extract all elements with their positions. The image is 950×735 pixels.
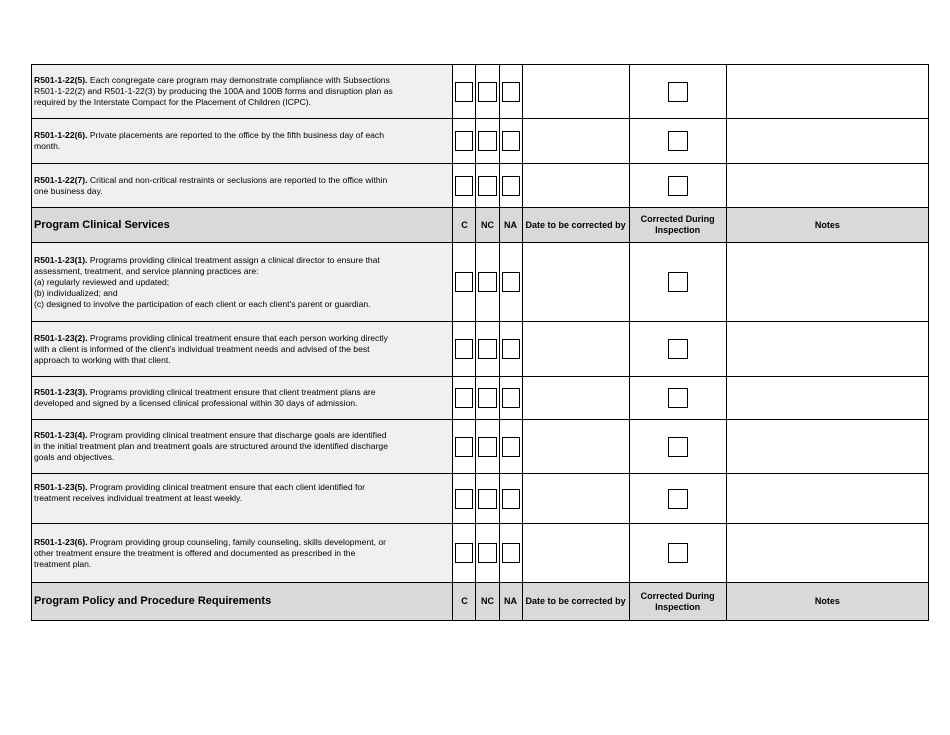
requirement-text: R501-1-22(6). Private placements are reported to the office by the fifth business day of each month.	[32, 119, 453, 164]
not-applicable-cell	[499, 474, 522, 524]
requirement-row	[32, 243, 929, 322]
column-header-na: NA	[499, 583, 522, 621]
requirement-text: R501-1-23(4). Program providing clinical treatment ensure that discharge goals are identified in the initial treatment plan and treatment goals are structured around the identified discharge goals and objectives.	[32, 420, 453, 474]
notes-field[interactable]	[726, 243, 928, 322]
notes-field[interactable]	[726, 65, 928, 119]
not-applicable-cell	[499, 164, 522, 208]
compliant-cell	[453, 524, 476, 583]
not-applicable-cell	[499, 119, 522, 164]
corrected-during-inspection-cell	[629, 420, 726, 474]
column-header-date: Date to be corrected by	[522, 208, 629, 243]
corrected-checkbox[interactable]	[668, 437, 688, 457]
requirement-row	[32, 119, 929, 164]
corrected-during-inspection-cell	[629, 164, 726, 208]
rule-code: R501-1-23(3).	[34, 387, 88, 397]
rule-code: R501-1-22(6).	[34, 130, 88, 140]
not-applicable-checkbox[interactable]	[502, 489, 520, 509]
corrected-during-inspection-cell	[629, 377, 726, 420]
column-header-nc: NC	[476, 583, 499, 621]
noncompliant-cell	[476, 377, 499, 420]
requirement-row	[32, 65, 929, 119]
column-header-notes: Notes	[726, 583, 928, 621]
corrected-checkbox[interactable]	[668, 388, 688, 408]
compliant-checkbox[interactable]	[455, 82, 473, 102]
date-to-be-corrected-field[interactable]	[522, 243, 629, 322]
not-applicable-checkbox[interactable]	[502, 131, 520, 151]
requirement-row	[32, 524, 929, 583]
noncompliant-cell	[476, 65, 499, 119]
corrected-during-inspection-cell	[629, 65, 726, 119]
not-applicable-checkbox[interactable]	[502, 339, 520, 359]
not-applicable-checkbox[interactable]	[502, 272, 520, 292]
not-applicable-cell	[499, 65, 522, 119]
requirement-row	[32, 164, 929, 208]
compliant-cell	[453, 377, 476, 420]
compliant-cell	[453, 420, 476, 474]
date-to-be-corrected-field[interactable]	[522, 377, 629, 420]
noncompliant-checkbox[interactable]	[478, 272, 496, 292]
date-to-be-corrected-field[interactable]	[522, 164, 629, 208]
date-to-be-corrected-field[interactable]	[522, 119, 629, 164]
date-to-be-corrected-field[interactable]	[522, 322, 629, 377]
column-header-c: C	[453, 583, 476, 621]
noncompliant-checkbox[interactable]	[478, 437, 496, 457]
corrected-during-inspection-cell	[629, 524, 726, 583]
requirement-row	[32, 377, 929, 420]
corrected-checkbox[interactable]	[668, 82, 688, 102]
not-applicable-checkbox[interactable]	[502, 543, 520, 563]
column-header-na: NA	[499, 208, 522, 243]
compliant-checkbox[interactable]	[455, 272, 473, 292]
noncompliant-checkbox[interactable]	[478, 82, 496, 102]
compliant-checkbox[interactable]	[455, 339, 473, 359]
notes-field[interactable]	[726, 524, 928, 583]
notes-field[interactable]	[726, 377, 928, 420]
compliant-cell	[453, 119, 476, 164]
corrected-checkbox[interactable]	[668, 339, 688, 359]
compliant-cell	[453, 65, 476, 119]
rule-code: R501-1-23(1).	[34, 254, 88, 265]
inspection-checklist-table	[31, 64, 929, 621]
requirement-text: R501-1-23(1). Programs providing clinical treatment assign a clinical director to ensure that assessment, treatment, and service planning practices are: (a) regularly reviewed and updated; (b) individualized; and (c) designed to involve the participation of each client or each client's parent or guardian.	[32, 243, 453, 322]
section-title: Program Clinical Services	[32, 208, 453, 243]
corrected-checkbox[interactable]	[668, 272, 688, 292]
corrected-checkbox[interactable]	[668, 131, 688, 151]
compliant-cell	[453, 164, 476, 208]
noncompliant-checkbox[interactable]	[478, 388, 496, 408]
noncompliant-cell	[476, 322, 499, 377]
corrected-checkbox[interactable]	[668, 543, 688, 563]
noncompliant-cell	[476, 420, 499, 474]
compliant-cell	[453, 243, 476, 322]
requirement-text: R501-1-23(2). Programs providing clinical treatment ensure that each person working directly with a client is informed of the client's individual treatment needs and advised of the best approach to working with that client.	[32, 322, 453, 377]
date-to-be-corrected-field[interactable]	[522, 420, 629, 474]
rule-code: R501-1-23(5).	[34, 482, 88, 492]
corrected-checkbox[interactable]	[668, 176, 688, 196]
requirement-text: R501-1-23(3). Programs providing clinical treatment ensure that client treatment plans are developed and signed by a licensed clinical professional within 30 days of admission.	[32, 377, 453, 420]
column-header-c: C	[453, 208, 476, 243]
noncompliant-checkbox[interactable]	[478, 176, 496, 196]
date-to-be-corrected-field[interactable]	[522, 65, 629, 119]
rule-code: R501-1-23(2).	[34, 332, 88, 343]
requirement-text: R501-1-22(5). Each congregate care program may demonstrate compliance with Subsections R501-1-22(2) and R501-1-22(3) by producing the 100A and 100B forms and disruption plan as required by the Interstate Compact for the Placement of Children (ICPC).	[32, 65, 453, 119]
column-header-corrected: Corrected During Inspection	[629, 208, 726, 243]
noncompliant-cell	[476, 243, 499, 322]
compliant-checkbox[interactable]	[455, 437, 473, 457]
compliant-checkbox[interactable]	[455, 176, 473, 196]
not-applicable-checkbox[interactable]	[502, 176, 520, 196]
noncompliant-cell	[476, 524, 499, 583]
rule-code: R501-1-22(7).	[34, 174, 88, 185]
column-header-date: Date to be corrected by	[522, 583, 629, 621]
corrected-checkbox[interactable]	[668, 489, 688, 509]
section-header-policy-procedure	[32, 583, 929, 621]
noncompliant-cell	[476, 119, 499, 164]
corrected-during-inspection-cell	[629, 119, 726, 164]
not-applicable-cell	[499, 243, 522, 322]
not-applicable-checkbox[interactable]	[502, 437, 520, 457]
not-applicable-cell	[499, 322, 522, 377]
rule-code: R501-1-23(4).	[34, 430, 88, 440]
column-header-notes: Notes	[726, 208, 928, 243]
compliant-cell	[453, 474, 476, 524]
rule-code: R501-1-22(5).	[34, 75, 88, 85]
compliant-checkbox[interactable]	[455, 543, 473, 563]
notes-field[interactable]	[726, 119, 928, 164]
requirement-text: R501-1-23(6). Program providing group counseling, family counseling, skills development, or other treatment ensure the treatment is offered and documented as prescribed in the treatment plan.	[32, 524, 453, 583]
noncompliant-checkbox[interactable]	[478, 543, 496, 563]
not-applicable-cell	[499, 377, 522, 420]
not-applicable-cell	[499, 420, 522, 474]
requirement-row	[32, 474, 929, 524]
not-applicable-checkbox[interactable]	[502, 388, 520, 408]
noncompliant-checkbox[interactable]	[478, 339, 496, 359]
notes-field[interactable]	[726, 420, 928, 474]
noncompliant-cell	[476, 474, 499, 524]
notes-field[interactable]	[726, 322, 928, 377]
column-header-corrected: Corrected During Inspection	[629, 583, 726, 621]
noncompliant-checkbox[interactable]	[478, 131, 496, 151]
compliant-cell	[453, 322, 476, 377]
date-to-be-corrected-field[interactable]	[522, 474, 629, 524]
compliant-checkbox[interactable]	[455, 489, 473, 509]
requirement-text: R501-1-22(7). Critical and non-critical restraints or seclusions are reported to the office within one business day.	[32, 164, 453, 208]
notes-field[interactable]	[726, 164, 928, 208]
requirement-text: R501-1-23(5). Program providing clinical treatment ensure that each client identified for treatment receives individual treatment at least weekly.	[32, 474, 453, 524]
date-to-be-corrected-field[interactable]	[522, 524, 629, 583]
compliant-checkbox[interactable]	[455, 131, 473, 151]
not-applicable-cell	[499, 524, 522, 583]
section-title: Program Policy and Procedure Requirements	[32, 583, 453, 621]
column-header-nc: NC	[476, 208, 499, 243]
noncompliant-cell	[476, 164, 499, 208]
requirement-row	[32, 322, 929, 377]
corrected-during-inspection-cell	[629, 474, 726, 524]
noncompliant-checkbox[interactable]	[478, 489, 496, 509]
section-header-clinical-services	[32, 208, 929, 243]
corrected-during-inspection-cell	[629, 322, 726, 377]
rule-code: R501-1-23(6).	[34, 536, 88, 547]
requirement-row	[32, 420, 929, 474]
notes-field[interactable]	[726, 474, 928, 524]
not-applicable-checkbox[interactable]	[502, 82, 520, 102]
compliant-checkbox[interactable]	[455, 388, 473, 408]
corrected-during-inspection-cell	[629, 243, 726, 322]
